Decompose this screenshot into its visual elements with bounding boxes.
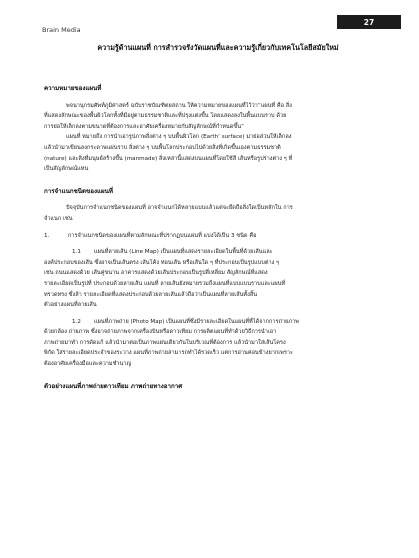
page-title: ความรู้ด้านแผนที่ การสำรวจรังวัดแผนที่และความรู้เกี่ยวกับเทคโนโลยีสมัยใหม่: [97, 43, 339, 52]
paragraph-line: องค์ประกอบของเส้น ซึ่งอาจเป็นเส้นตรง เส้นโค้ง ท่อนเส้น หรือเส้นใด ๆ ที่ประกอบเป็นรูปแบบต่าง ๆ: [44, 259, 280, 266]
running-head: Brain Media: [42, 26, 81, 34]
paragraph-line: ตัวอย่างแผนที่ลายเส้น: [44, 302, 97, 309]
paragraph-line: แผนที่ หมายถึง การนำเอารูปภาพสิ่งต่าง ๆ บนพื้นผิวโลก (Earth’ surface) มาย่อส่วนให้เล็กลง: [66, 134, 292, 141]
numbered-item: [44, 231, 376, 242]
sub-item: [44, 317, 376, 328]
paragraph-line: พจนานุกรมศัพท์ภูมิศาสตร์ ฉบับราชบัณฑิตยสถาน ให้ความหมายของแผนที่ไว้ว่า“แผนที่ คือ สิ่ง: [66, 102, 292, 109]
paragraph-line: แล้วนำมาเขียนลงกระดาษแผ่นราบ สิ่งต่าง ๆ บนพื้นโลกประกอบไปด้วยสิ่งที่เกิดขึ้นเองตามธรรมชาติ: [44, 144, 281, 151]
section-heading-classification: การจำแนกชนิดของแผนที่: [44, 187, 113, 195]
paragraph-line: รายละเอียดเป็นรูปที่ ประกอบด้วยลายเส้น แผนที่ ลายเส้นยังหมายรวมถึงแผนที่แบบแบนราบและแผนที่: [44, 280, 286, 287]
sub-item-text: แผนที่ลายเส้น (Line Map) เป็นแผนที่แสดงรายละเอียดในพื้นที่ด้วยเส้นและ: [94, 249, 273, 256]
paragraph-line: ทรวดทรง ซึ่งล้า รายละเอียดที่แสดงประกอบด้วยลายเส้นแล้วถือว่าเป็นแผนที่ลายเส้นทั้งสิ้น: [44, 291, 258, 298]
paragraph-line: เช่น ถนนแสดงด้วย เส้นคู่ขนาน อาคารแสดงด้วยเส้นประกอบเป็นรูปสี่เหลี่ยม สัญลักษณ์ที่แสดง: [44, 270, 268, 277]
sub-item-text: แผนที่ภาพถ่าย (Photo Map) เป็นแผนที่ซึ่งมีรายละเอียดในแผนที่ที่ได้จากการถ่ายภาพ: [94, 318, 299, 325]
sub-item-number: 1.2: [72, 318, 81, 325]
paragraph-line: ด้วยกล้อง ถ่ายภาพ ซึ่งอาจถ่ายภาพจากเครื่องบินหรือดาวเทียม การผลิตแผนที่ทำด้วยวิธีการนำเอา: [44, 329, 277, 336]
item-number: 1.: [44, 232, 50, 239]
sub-item-number: 1.1: [72, 249, 81, 256]
paragraph-line: (nature) และสิ่งที่มนุษย์สร้างขึ้น (manmade) สิ่งเหล่านี้แสดงบนแผนที่โดยใช้สี เส้นหรือรูปร่างต่าง ๆ ที่: [44, 155, 293, 162]
paragraph-line: พิกัด ใส่รายละเอียดประจำของระวาง แผนที่ภาพถ่ายสามารถทำได้รวดเร็ว แต่การอ่านค่อนข้างยากเพราะ: [44, 350, 294, 357]
paragraph-line: ปัจจุบันการจำแนกชนิดของแผนที่ อาจจำแนกได้หลายแบบแล้วแต่จะยึดถือสิ่งใดเป็นหลักใน การ: [66, 205, 293, 212]
paragraph-line: ที่แสดงลักษณะของพื้นผิวโลกทั้งที่มีอยู่ตามธรรมชาติและที่ปรุงแต่งขึ้น โดยแสดงลงในพื้นแบนราบ ด้วย: [44, 113, 287, 120]
section-heading-satellite-example: ตัวอย่างแผนที่ภาพถ่ายดาวเทียม ภาพถ่ายทางอากาศ: [44, 382, 183, 390]
section-heading-meaning: ความหมายของแผนที่: [44, 85, 102, 92]
document-body: [44, 84, 376, 392]
paragraph-line: ภาพถ่ายมาทำ การดัดแก้ แล้วนำมาต่อเป็นภาพแผ่นเดียวกันในบริเวณที่ต้องการ แล้วนำมาใส่เส้นโครง: [44, 339, 286, 346]
sub-item: [44, 247, 376, 258]
paragraph-line: เป็นสัญลักษณ์แทน: [44, 166, 89, 173]
paragraph-line: การย่อให้เล็กลงตามขนาดที่ต้องการและอาศัยเครื่องหมายกับสัญลักษณ์ที่กำหนดขึ้น”: [44, 123, 244, 130]
paragraph-line: จำแนก เช่น: [44, 215, 73, 222]
item-text: การจำแนกชนิดของแผนที่ตามลักษณะที่ปรากฏบนแผนที่ แบ่งได้เป็น 3 ชนิด คือ: [68, 232, 257, 239]
page-number-bar: [337, 15, 401, 29]
paragraph-line: ต้องอาศัยเครื่องมือและความชำนาญ: [44, 361, 132, 368]
page-number: 27: [363, 17, 375, 27]
